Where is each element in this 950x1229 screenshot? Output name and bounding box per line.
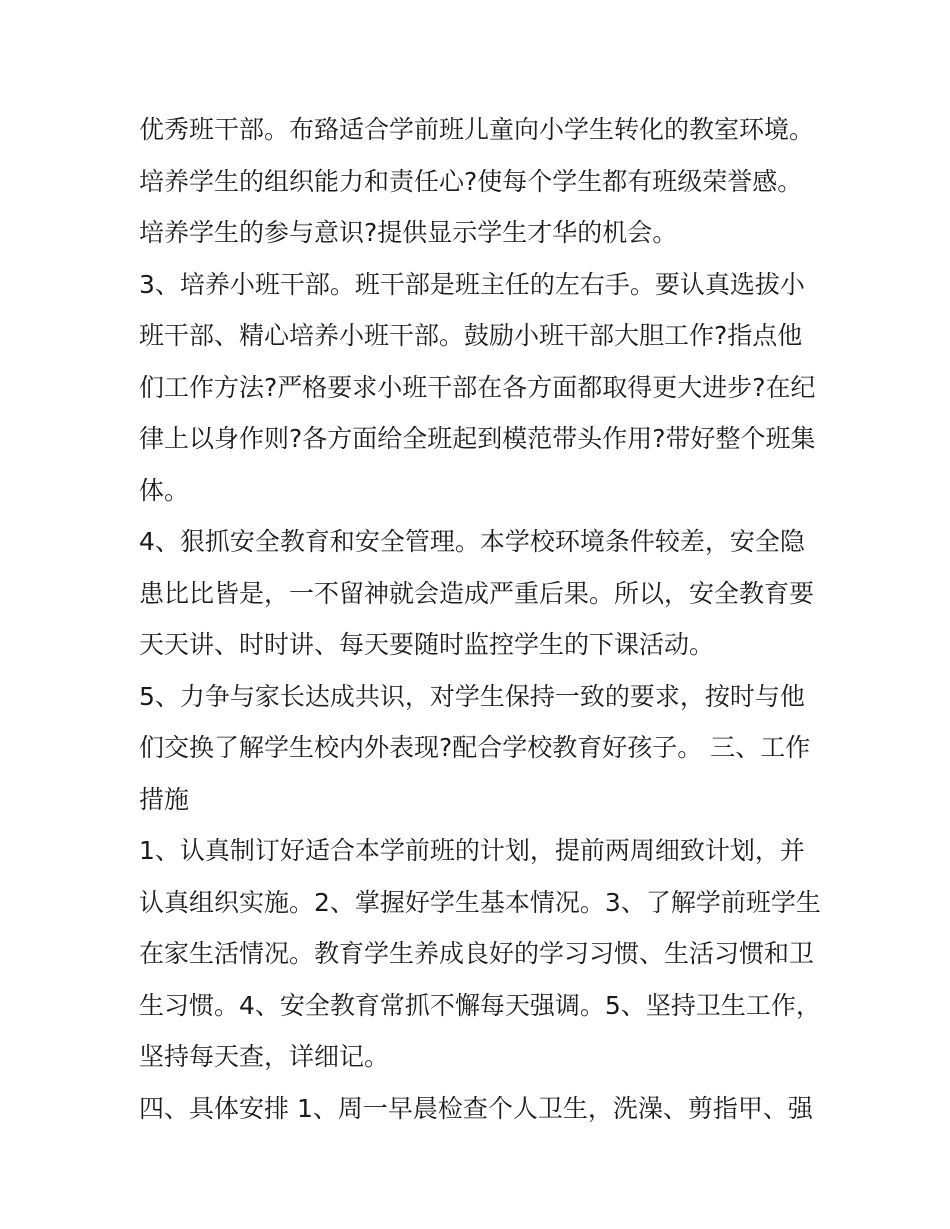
text-line-5: 班干部、精心培养小班干部。鼓励小班干部大胆工作?指点他	[139, 321, 803, 350]
text-line-17: 在家生活情况。教育学生养成良好的学习习惯、生活习惯和卫	[139, 939, 815, 968]
text-line-13: 们交换了解学生校内外表现?配合学校教育好孩子。 三、工作	[139, 733, 811, 762]
text-line-2: 培养学生的组织能力和责任心?使每个学生都有班级荣誉感。	[139, 166, 803, 196]
text-line-7: 律上以身作则?各方面给全班起到模范带头作用?带好整个班集	[139, 424, 816, 453]
text-line-11: 天天讲、时时讲、每天要随时监控学生的下课活动。	[139, 630, 715, 659]
text-line-14: 措施	[139, 784, 190, 814]
text-line-3: 培养学生的参与意识?提供显示学生才华的机会。	[139, 218, 678, 247]
text-line-16: 认真组织实施。2、掌握好学生基本情况。3、了解学前班学生	[139, 887, 821, 917]
text-line-1: 优秀班干部。布臵适合学前班儿童向小学生转化的教室环境。	[139, 115, 815, 144]
text-line-9: 4、狠抓安全教育和安全管理。本学校环境条件较差，安全隐	[139, 527, 805, 556]
text-line-19: 坚持每天查，详细记。	[139, 1042, 390, 1071]
text-line-10: 患比比皆是，一不留神就会造成严重后果。所以，安全教育要	[139, 578, 815, 608]
text-line-18: 生习惯。4、安全教育常抓不懈每天强调。5、坚持卫生工作，	[139, 990, 821, 1020]
text-line-12: 5、力争与家长达成共识，对学生保持一致的要求，按时与他	[139, 681, 805, 711]
text-line-8: 体。	[139, 475, 190, 505]
document-body	[139, 104, 829, 1134]
text-line-6: 们工作方法?严格要求小班干部在各方面都取得更大进步?在纪	[139, 372, 816, 402]
text-line-15: 1、认真制订好适合本学前班的计划，提前两周细致计划，并	[139, 836, 805, 865]
text-line-20: 四、具体安排 1、周一早晨检查个人卫生，洗澡、剪指甲、强	[139, 1093, 813, 1123]
text-line-4: 3、培养小班干部。班干部是班主任的左右手。要认真选拔小	[139, 269, 805, 299]
